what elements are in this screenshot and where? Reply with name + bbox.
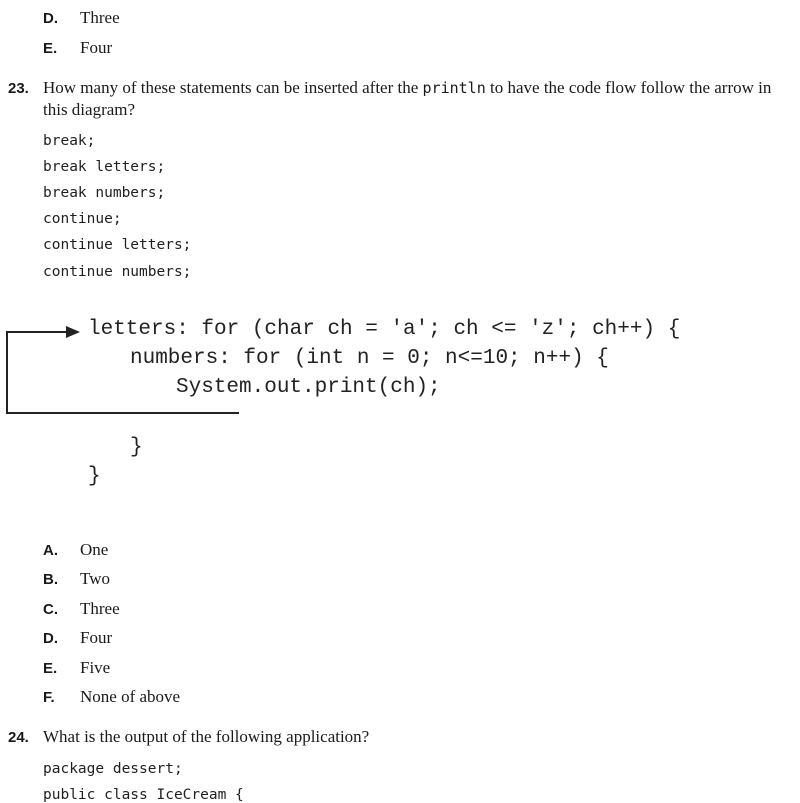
option-letter-d: D. (43, 630, 58, 647)
option-text-f: None of above (80, 687, 181, 706)
code-line-package: package dessert; (43, 761, 183, 777)
option-text-e: Four (80, 38, 113, 57)
diagram-code-inner-brace: } (130, 436, 143, 459)
option-letter-f: F. (43, 689, 55, 706)
diagram-code-line-print: System.out.print(ch); (176, 376, 441, 399)
question-number-24: 24. (8, 729, 29, 746)
question-text-part-2: to have the code flow follow the arrow in this diagram? (43, 78, 772, 119)
option-text-a: One (80, 540, 109, 559)
arrowhead-icon (66, 325, 82, 339)
option-text-b: Two (80, 569, 110, 588)
code-line-class: public class IceCream { (43, 787, 244, 803)
statement-item: continue numbers; (43, 264, 192, 280)
arrow-top-line (6, 331, 70, 333)
option-letter-d: D. (43, 10, 58, 27)
question-text-24: What is the output of the following application? (43, 727, 370, 746)
option-text-d: Four (80, 628, 113, 647)
statement-item: break numbers; (43, 185, 166, 201)
option-letter-a: A. (43, 542, 58, 559)
option-letter-c: C. (43, 601, 58, 618)
option-text-d: Three (80, 8, 120, 27)
statement-item: break letters; (43, 159, 166, 175)
arrow-bottom-line (6, 412, 239, 414)
statement-item: continue letters; (43, 237, 192, 253)
statement-item: continue; (43, 211, 122, 227)
option-text-c: Three (80, 599, 120, 618)
option-letter-e: E. (43, 40, 58, 57)
option-letter-b: B. (43, 571, 58, 588)
arrow-left-line (6, 331, 8, 413)
diagram-code-line-letters: letters: for (char ch = 'a'; ch <= 'z'; ch++) { (88, 318, 681, 341)
inline-code-println: println (422, 79, 486, 97)
statement-item: break; (43, 133, 96, 149)
option-letter-e: E. (43, 660, 58, 677)
diagram-code-line-numbers: numbers: for (int n = 0; n<=10; n++) { (130, 347, 609, 370)
question-text-23 (43, 77, 788, 121)
diagram-code-outer-brace: } (88, 465, 101, 488)
question-text-part-1: How many of these statements can be inserted after the (43, 78, 423, 97)
option-text-e: Five (80, 658, 111, 677)
question-number-23: 23. (8, 80, 29, 97)
